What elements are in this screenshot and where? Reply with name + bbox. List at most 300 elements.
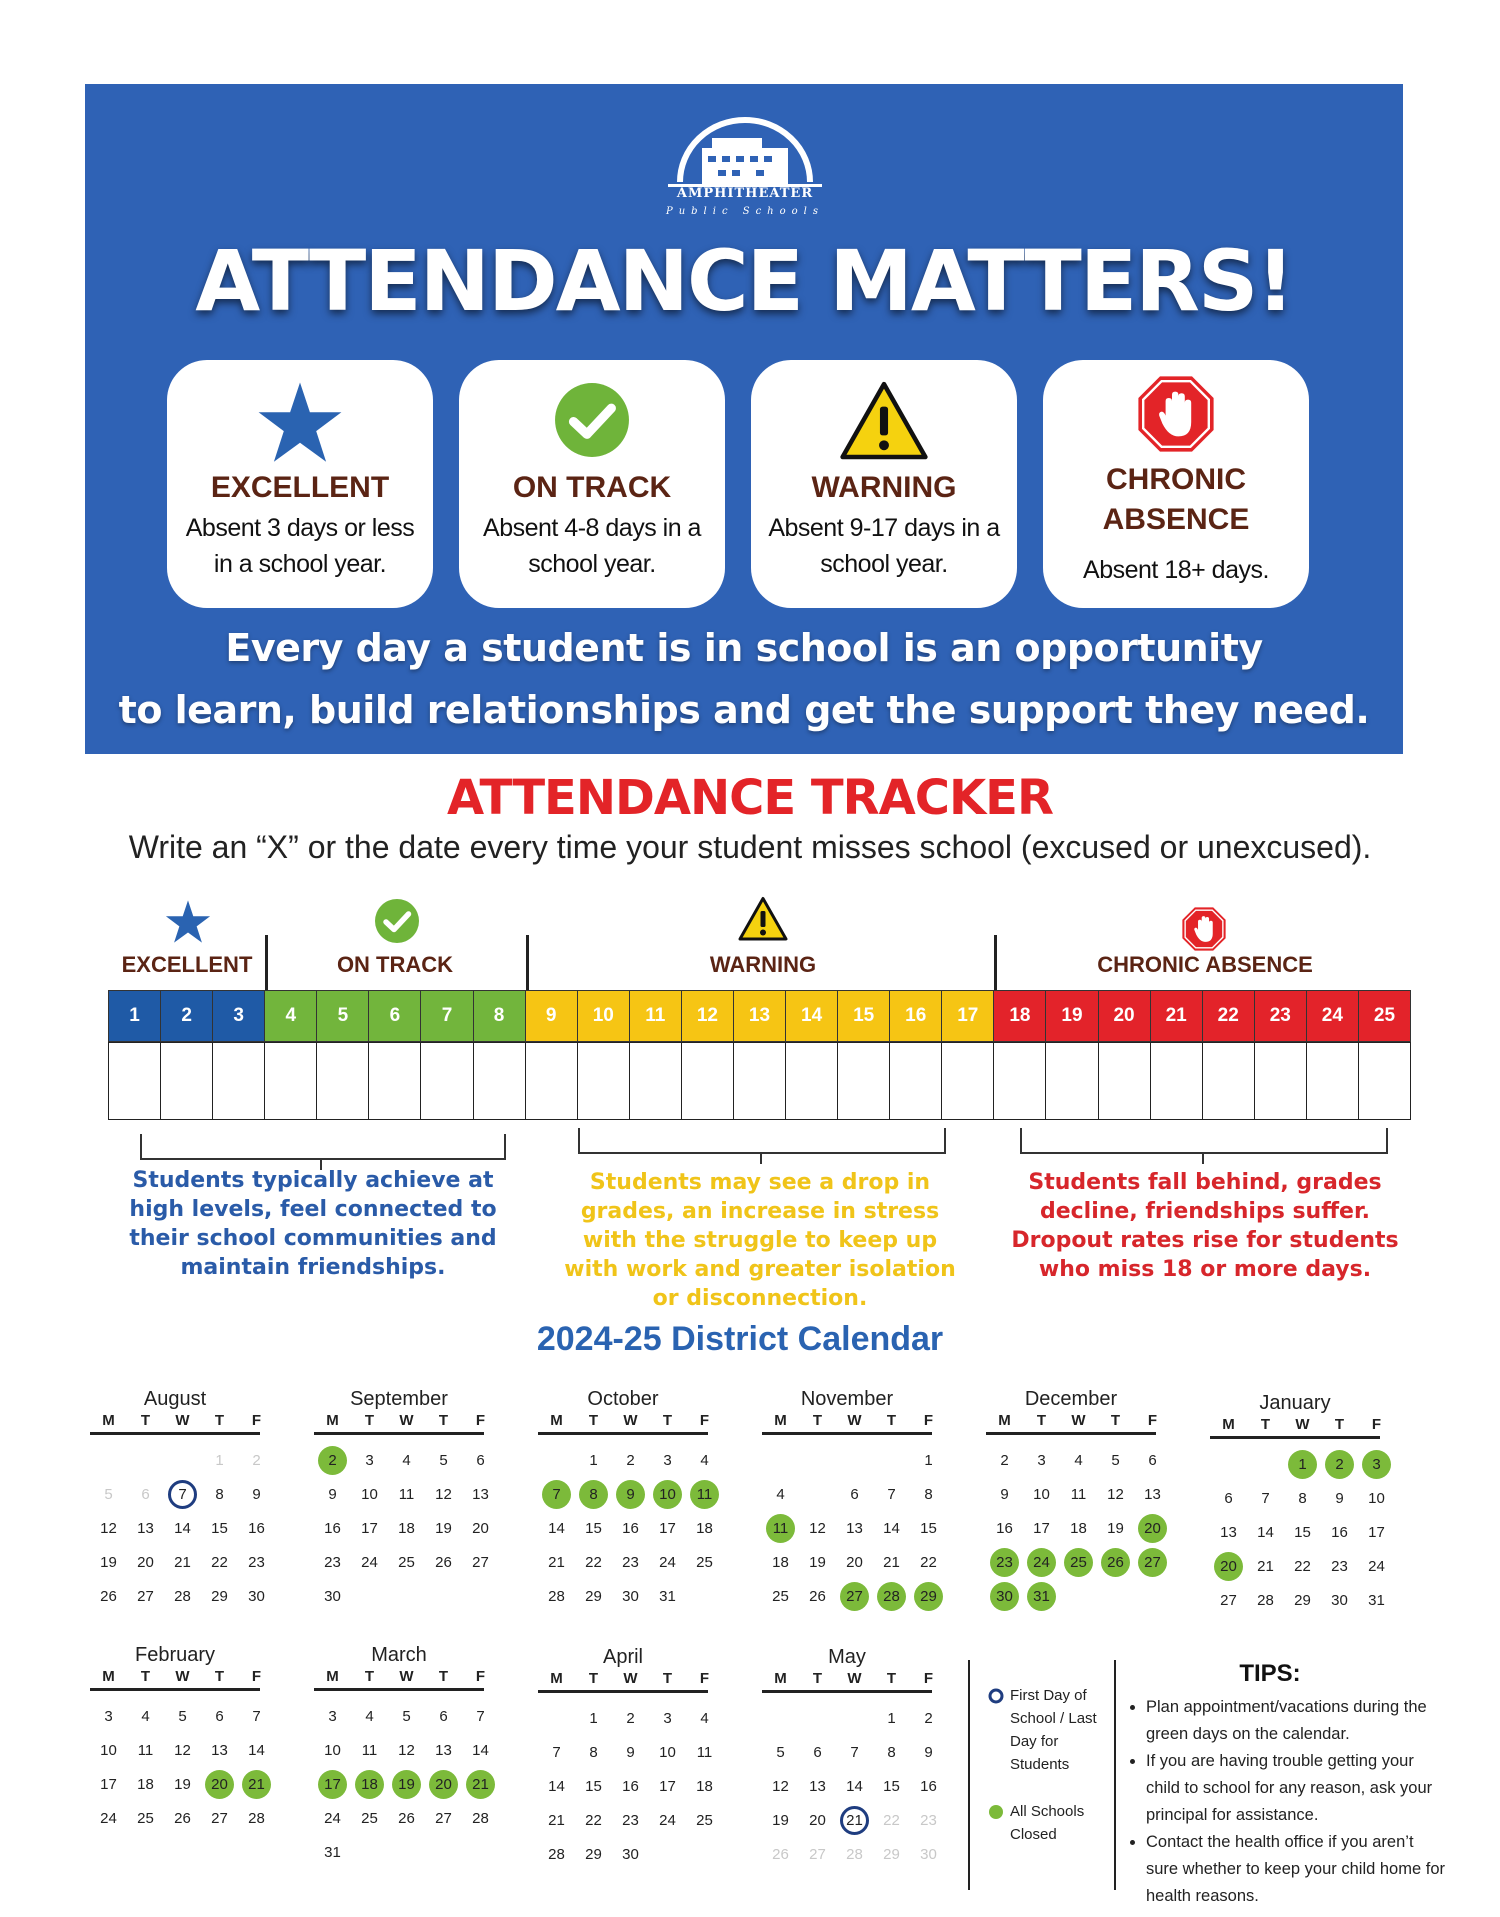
day-number: 25 xyxy=(398,1553,415,1571)
day-number: 7 xyxy=(850,1743,859,1761)
day-number: 26 xyxy=(398,1809,415,1827)
calendar-day xyxy=(388,1511,425,1545)
calendar-day-closed xyxy=(575,1477,612,1511)
weekday-label: M xyxy=(774,1670,787,1687)
tracker-absence-box[interactable] xyxy=(160,1042,213,1120)
day-number: 2 xyxy=(1325,1450,1354,1479)
day-number: 5 xyxy=(402,1707,411,1725)
weekday-label: M xyxy=(326,1668,339,1685)
calendar-day xyxy=(575,1511,612,1545)
day-number: 23 xyxy=(622,1553,639,1571)
tracker-absence-box[interactable] xyxy=(1254,1042,1307,1120)
day-number: 1 xyxy=(924,1451,933,1469)
day-number: 29 xyxy=(585,1845,602,1863)
tracker-absence-box[interactable] xyxy=(1358,1042,1411,1120)
day-number: 31 xyxy=(1368,1591,1385,1609)
calendar-day xyxy=(238,1545,275,1579)
calendar-day xyxy=(1284,1481,1321,1515)
weekday-label: W xyxy=(399,1668,414,1685)
calendar-day xyxy=(799,1769,836,1803)
weekday-label: T xyxy=(886,1670,897,1687)
calendar-day-closed xyxy=(201,1767,238,1801)
day-number: 19 xyxy=(772,1811,789,1829)
tracker-absence-box[interactable] xyxy=(577,1042,630,1120)
calendar-day xyxy=(612,1837,649,1871)
calendar-day xyxy=(314,1835,351,1869)
calendar-day xyxy=(388,1733,425,1767)
calendar-day xyxy=(90,1767,127,1801)
day-number: 29 xyxy=(1294,1591,1311,1609)
day-number: 18 xyxy=(398,1519,415,1537)
day-number: 23 xyxy=(324,1553,341,1571)
calendar-day xyxy=(575,1579,612,1613)
day-number: 11 xyxy=(690,1480,719,1509)
calendar-title: 2024-25 District Calendar xyxy=(536,1320,944,1358)
page-title: ATTENDANCE MATTERS! xyxy=(195,232,1293,330)
day-number: 5 xyxy=(776,1743,785,1761)
calendar-day xyxy=(462,1801,499,1835)
weekday-header xyxy=(538,1412,708,1435)
day-number: 28 xyxy=(548,1845,565,1863)
calendar-month-may xyxy=(762,1646,937,1871)
calendar-day-closed xyxy=(1321,1447,1358,1481)
calendar-day xyxy=(462,1477,499,1511)
tracker-grid xyxy=(108,990,1410,1120)
calendar-day xyxy=(164,1579,201,1613)
day-number: 30 xyxy=(324,1587,341,1605)
calendar-day xyxy=(1210,1515,1247,1549)
calendar-day xyxy=(910,1735,947,1769)
tracker-absence-box[interactable] xyxy=(212,1042,265,1120)
calendar-month-october xyxy=(538,1388,713,1613)
logo-subtitle: Public Schools xyxy=(665,206,824,217)
day-number: 24 xyxy=(361,1553,378,1571)
calendar-day xyxy=(127,1801,164,1835)
day-number: 11 xyxy=(398,1485,415,1503)
day-number: 15 xyxy=(883,1777,900,1795)
calendar-day xyxy=(164,1733,201,1767)
tracker-absence-box[interactable] xyxy=(993,1042,1046,1120)
calendar-day xyxy=(873,1477,910,1511)
calendar-day xyxy=(575,1735,612,1769)
calendar-day xyxy=(201,1801,238,1835)
calendar-day xyxy=(686,1735,723,1769)
calendar-day xyxy=(649,1803,686,1837)
excellent-card-title: EXCELLENT xyxy=(210,471,390,504)
closed-dot-icon xyxy=(988,1804,1004,1820)
weekday-header xyxy=(90,1668,260,1691)
weekday-header xyxy=(90,1412,260,1435)
day-number: 25 xyxy=(361,1809,378,1827)
day-number: 29 xyxy=(211,1587,228,1605)
day-number: 14 xyxy=(472,1741,489,1759)
calendar-day xyxy=(1321,1481,1358,1515)
tracker-day-number: 16 xyxy=(889,990,942,1042)
month-days xyxy=(986,1443,1161,1613)
day-number: 12 xyxy=(772,1777,789,1795)
weekday-label: F xyxy=(251,1668,262,1685)
weekday-label: W xyxy=(175,1412,190,1429)
day-number: 23 xyxy=(920,1811,937,1829)
calendar-day xyxy=(910,1511,947,1545)
tracker-absence-box[interactable] xyxy=(264,1042,317,1120)
weekday-header xyxy=(538,1670,708,1693)
day-number: 15 xyxy=(585,1777,602,1795)
empty-day xyxy=(538,1701,575,1735)
day-number: 12 xyxy=(435,1485,452,1503)
calendar-day xyxy=(575,1837,612,1871)
calendar-day xyxy=(1060,1511,1097,1545)
day-number: 13 xyxy=(846,1519,863,1537)
day-number: 14 xyxy=(1257,1523,1274,1541)
first-day-ring-icon xyxy=(988,1688,1004,1704)
calendar-day-closed xyxy=(986,1545,1023,1579)
calendar-day xyxy=(986,1511,1023,1545)
calendar-day-first-last xyxy=(164,1477,201,1511)
month-days xyxy=(314,1443,489,1613)
weekday-label: F xyxy=(1147,1412,1158,1429)
day-number: 19 xyxy=(1107,1519,1124,1537)
calendar-day xyxy=(1247,1481,1284,1515)
day-number: 10 xyxy=(1033,1485,1050,1503)
day-number: 16 xyxy=(248,1519,265,1537)
empty-day xyxy=(836,1443,873,1477)
tracker-absence-box[interactable] xyxy=(1202,1042,1255,1120)
day-number: 24 xyxy=(1027,1548,1056,1577)
calendar-day xyxy=(201,1477,238,1511)
day-number: 10 xyxy=(653,1480,682,1509)
chronic-note: Students fall behind, grades decline, friendships suffer. Dropout rates rise for students who miss 18 or more days. xyxy=(1011,1170,1399,1282)
calendar-day xyxy=(799,1579,836,1613)
excellent-bracket xyxy=(140,1134,506,1160)
level-label-excellent: EXCELLENT xyxy=(121,952,253,977)
calendar-day xyxy=(538,1579,575,1613)
calendar-day xyxy=(538,1769,575,1803)
tracker-absence-box[interactable] xyxy=(785,1042,838,1120)
tracker-absence-box[interactable] xyxy=(1306,1042,1359,1120)
day-number: 27 xyxy=(840,1582,869,1611)
weekday-label: M xyxy=(998,1412,1011,1429)
day-number: 23 xyxy=(248,1553,265,1571)
tracker-absence-box[interactable] xyxy=(941,1042,994,1120)
weekday-label: T xyxy=(588,1670,599,1687)
month-name: September xyxy=(350,1388,448,1410)
day-number: 22 xyxy=(883,1811,900,1829)
calendar-day xyxy=(238,1511,275,1545)
day-number: 30 xyxy=(1331,1591,1348,1609)
day-number: 3 xyxy=(104,1707,113,1725)
day-number: 10 xyxy=(324,1741,341,1759)
calendar-day xyxy=(836,1477,873,1511)
tracker-absence-box[interactable] xyxy=(473,1042,526,1120)
calendar-day xyxy=(612,1443,649,1477)
month-days xyxy=(762,1443,937,1613)
month-name: November xyxy=(800,1388,894,1410)
day-number: 19 xyxy=(435,1519,452,1537)
calendar-day-closed xyxy=(1097,1545,1134,1579)
calendar-day xyxy=(164,1699,201,1733)
calendar-day xyxy=(1358,1515,1395,1549)
tracker-day-number: 25 xyxy=(1358,990,1411,1042)
logo-name: AMPHITHEATER xyxy=(676,186,814,201)
day-number: 10 xyxy=(1368,1489,1385,1507)
month-name: April xyxy=(602,1646,643,1668)
weekday-label: W xyxy=(847,1670,862,1687)
day-number: 6 xyxy=(813,1743,822,1761)
day-number: 21 xyxy=(883,1553,900,1571)
calendar-day xyxy=(575,1769,612,1803)
calendar-day-closed xyxy=(1060,1545,1097,1579)
day-number: 24 xyxy=(1368,1557,1385,1575)
weekday-label: M xyxy=(550,1670,563,1687)
warning-card-desc: Absent 9-17 days in a school year. xyxy=(768,514,1000,578)
calendar-day xyxy=(762,1477,799,1511)
day-number: 9 xyxy=(328,1485,337,1503)
calendar-day xyxy=(462,1545,499,1579)
weekday-label: W xyxy=(623,1412,638,1429)
weekday-label: T xyxy=(364,1668,375,1685)
weekday-label: M xyxy=(326,1412,339,1429)
day-number: 3 xyxy=(663,1451,672,1469)
tracker-absence-box[interactable] xyxy=(525,1042,578,1120)
weekday-label: T xyxy=(438,1668,449,1685)
weekday-label: W xyxy=(847,1412,862,1429)
calendar-day-closed xyxy=(986,1579,1023,1613)
month-name: December xyxy=(1024,1388,1118,1410)
calendar-day xyxy=(575,1545,612,1579)
day-number: 26 xyxy=(809,1587,826,1605)
empty-day xyxy=(1247,1447,1284,1481)
calendar-day xyxy=(686,1803,723,1837)
calendar-day-closed xyxy=(462,1767,499,1801)
day-number: 10 xyxy=(100,1741,117,1759)
calendar-day xyxy=(836,1769,873,1803)
day-number: 12 xyxy=(398,1741,415,1759)
day-number: 21 xyxy=(840,1806,869,1835)
tracker-day-number: 24 xyxy=(1306,990,1359,1042)
day-number: 23 xyxy=(990,1548,1019,1577)
day-number: 9 xyxy=(924,1743,933,1761)
legend-divider xyxy=(968,1660,970,1890)
weekday-label: M xyxy=(774,1412,787,1429)
empty-day xyxy=(1210,1447,1247,1481)
calendar-day xyxy=(238,1579,275,1613)
calendar-day xyxy=(1097,1477,1134,1511)
calendar-day-closed xyxy=(538,1477,575,1511)
calendar-day xyxy=(127,1767,164,1801)
month-days xyxy=(90,1699,265,1835)
calendar-day xyxy=(1321,1583,1358,1617)
day-number: 30 xyxy=(622,1587,639,1605)
warning-card-title: WARNING xyxy=(811,471,957,504)
day-number: 25 xyxy=(1064,1548,1093,1577)
day-number: 28 xyxy=(548,1587,565,1605)
excellent-card xyxy=(167,360,433,608)
day-number: 17 xyxy=(659,1519,676,1537)
calendar-day xyxy=(799,1511,836,1545)
weekday-header xyxy=(314,1412,484,1435)
day-number: 26 xyxy=(435,1553,452,1571)
day-number: 17 xyxy=(659,1777,676,1795)
calendar-month-april xyxy=(538,1646,713,1871)
day-number: 11 xyxy=(137,1741,154,1759)
weekday-header xyxy=(762,1670,932,1693)
empty-day xyxy=(164,1443,201,1477)
calendar-day xyxy=(873,1545,910,1579)
day-number: 25 xyxy=(772,1587,789,1605)
tracker-day-number: 17 xyxy=(941,990,994,1042)
level-label-chronic-absence: CHRONIC ABSENCE xyxy=(1097,952,1313,977)
tip-item: • If you are having trouble getting your child to school for any reason, ask your principal for assistance. xyxy=(1146,1748,1446,1829)
tracker-absence-box[interactable] xyxy=(1150,1042,1203,1120)
day-number: 20 xyxy=(472,1519,489,1537)
calendar-day xyxy=(1060,1477,1097,1511)
calendar-day xyxy=(799,1545,836,1579)
day-number: 4 xyxy=(1074,1451,1083,1469)
calendar-day-closed xyxy=(1134,1511,1171,1545)
calendar-day xyxy=(538,1803,575,1837)
day-number: 17 xyxy=(1368,1523,1385,1541)
calendar-day-closed xyxy=(1134,1545,1171,1579)
tips-list xyxy=(1128,1694,1446,1910)
calendar-day-closed xyxy=(425,1767,462,1801)
calendar-day xyxy=(1284,1549,1321,1583)
day-number: 1 xyxy=(215,1451,224,1469)
checkmark-icon xyxy=(372,896,422,946)
day-number: 22 xyxy=(920,1553,937,1571)
day-number: 6 xyxy=(1224,1489,1233,1507)
day-number: 12 xyxy=(100,1519,117,1537)
weekday-label: W xyxy=(399,1412,414,1429)
day-number: 10 xyxy=(361,1485,378,1503)
day-number: 16 xyxy=(324,1519,341,1537)
day-number: 21 xyxy=(548,1553,565,1571)
day-number: 16 xyxy=(622,1519,639,1537)
day-number: 12 xyxy=(1107,1485,1124,1503)
day-number: 21 xyxy=(466,1770,495,1799)
month-name: May xyxy=(828,1646,866,1668)
tracker-absence-box[interactable] xyxy=(420,1042,473,1120)
day-number: 20 xyxy=(846,1553,863,1571)
calendar-day xyxy=(351,1699,388,1733)
day-number: 8 xyxy=(589,1743,598,1761)
day-number: 16 xyxy=(996,1519,1013,1537)
day-number: 29 xyxy=(585,1587,602,1605)
day-number: 22 xyxy=(1294,1557,1311,1575)
calendar-day xyxy=(836,1545,873,1579)
calendar-day xyxy=(314,1699,351,1733)
tracker-absence-box[interactable] xyxy=(733,1042,786,1120)
day-number: 14 xyxy=(548,1777,565,1795)
day-number: 4 xyxy=(365,1707,374,1725)
calendar-day xyxy=(425,1511,462,1545)
warning-icon xyxy=(738,896,788,942)
calendar-day xyxy=(462,1699,499,1733)
calendar-day-closed xyxy=(1358,1447,1395,1481)
day-number: 10 xyxy=(659,1743,676,1761)
tracker-day-number: 10 xyxy=(577,990,630,1042)
empty-day xyxy=(127,1443,164,1477)
stop-hand-icon xyxy=(1181,906,1227,952)
tracker-absence-box[interactable] xyxy=(316,1042,369,1120)
calendar-day xyxy=(762,1803,799,1837)
tracker-absence-box[interactable] xyxy=(108,1042,161,1120)
calendar-day xyxy=(388,1477,425,1511)
day-number: 28 xyxy=(174,1587,191,1605)
day-number: 18 xyxy=(355,1770,384,1799)
calendar-day-closed xyxy=(1023,1545,1060,1579)
calendar-day xyxy=(314,1545,351,1579)
warning-note: Students may see a drop in grades, an increase in stress with the struggle to keep up with work and greater isolation or disconnection. xyxy=(564,1170,956,1311)
tracker-absence-box[interactable] xyxy=(629,1042,682,1120)
tracker-day-number: 2 xyxy=(160,990,213,1042)
day-number: 25 xyxy=(696,1811,713,1829)
weekday-label: F xyxy=(251,1412,262,1429)
calendar-day xyxy=(238,1477,275,1511)
day-number: 6 xyxy=(215,1707,224,1725)
day-number: 4 xyxy=(700,1709,709,1727)
empty-day xyxy=(90,1443,127,1477)
day-number: 27 xyxy=(435,1809,452,1827)
month-days xyxy=(538,1443,713,1613)
tracker-day-number: 22 xyxy=(1202,990,1255,1042)
weekday-header xyxy=(762,1412,932,1435)
tracker-absence-box[interactable] xyxy=(1098,1042,1151,1120)
day-number: 14 xyxy=(846,1777,863,1795)
calendar-day xyxy=(762,1735,799,1769)
chronic-absence-card xyxy=(1043,360,1309,608)
bracket-tick xyxy=(1202,1152,1204,1164)
calendar-day xyxy=(314,1801,351,1835)
calendar-day xyxy=(612,1579,649,1613)
day-number: 26 xyxy=(174,1809,191,1827)
calendar-day xyxy=(90,1699,127,1733)
empty-day xyxy=(799,1701,836,1735)
calendar-day xyxy=(90,1801,127,1835)
weekday-label: T xyxy=(364,1412,375,1429)
calendar-day xyxy=(314,1733,351,1767)
calendar-day xyxy=(910,1443,947,1477)
chronic-bracket xyxy=(1020,1128,1388,1154)
day-number: 27 xyxy=(211,1809,228,1827)
calendar-day xyxy=(612,1769,649,1803)
tracker-absence-box[interactable] xyxy=(837,1042,890,1120)
day-number: 7 xyxy=(476,1707,485,1725)
calendar-day xyxy=(351,1477,388,1511)
day-number: 15 xyxy=(920,1519,937,1537)
day-number: 21 xyxy=(174,1553,191,1571)
day-number: 13 xyxy=(1144,1485,1161,1503)
calendar-day xyxy=(1358,1481,1395,1515)
day-number: 9 xyxy=(1000,1485,1009,1503)
calendar-day xyxy=(351,1733,388,1767)
calendar-day xyxy=(1023,1511,1060,1545)
calendar-day xyxy=(649,1769,686,1803)
calendar-day xyxy=(910,1477,947,1511)
tracker-absence-box[interactable] xyxy=(368,1042,421,1120)
day-number: 24 xyxy=(100,1809,117,1827)
calendar-day-closed xyxy=(836,1579,873,1613)
tracker-absence-box[interactable] xyxy=(681,1042,734,1120)
day-number: 15 xyxy=(211,1519,228,1537)
calendar-day xyxy=(201,1699,238,1733)
weekday-label: W xyxy=(1295,1416,1310,1433)
calendar-day xyxy=(1321,1515,1358,1549)
tracker-absence-box[interactable] xyxy=(889,1042,942,1120)
weekday-label: T xyxy=(812,1670,823,1687)
tracker-absence-box[interactable] xyxy=(1045,1042,1098,1120)
month-days xyxy=(314,1699,489,1869)
